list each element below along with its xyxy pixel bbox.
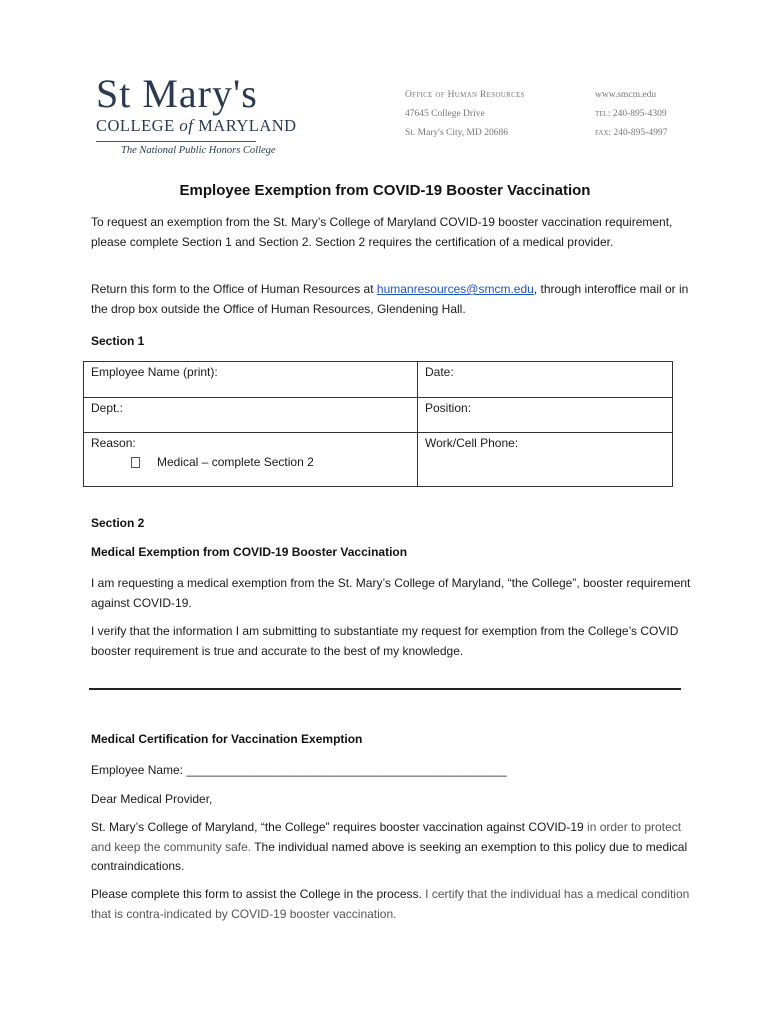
section2-subheading: Medical Exemption from COVID-19 Booster Vaccination bbox=[91, 545, 408, 559]
website: www.smcm.edu bbox=[595, 90, 657, 100]
section1-form-table bbox=[83, 361, 673, 487]
phone-field[interactable] bbox=[418, 433, 673, 487]
salutation: Dear Medical Provider, bbox=[91, 792, 213, 806]
fax: fax: 240-895-4997 bbox=[595, 128, 668, 138]
college-logo bbox=[96, 71, 297, 156]
reason-field bbox=[84, 433, 418, 487]
office-name: Office of Human Resources bbox=[405, 90, 525, 100]
office-street: 47645 College Drive bbox=[405, 109, 485, 119]
verify-paragraph: I verify that the information I am submitting to substantiate my request for exemption from the College’s COVID booster requirement is true and accurate to the best of my knowledge. bbox=[91, 624, 679, 658]
position-label: Position: bbox=[425, 401, 472, 415]
office-address bbox=[405, 86, 525, 143]
dept-label: Dept.: bbox=[91, 401, 124, 415]
intro-paragraph: To request an exemption from the St. Mary’s College of Maryland COVID-19 booster vaccination requirement, please complete Section 1 and Section 2. Section 2 requires the certification of a medical provider. bbox=[91, 215, 673, 249]
date-field[interactable] bbox=[418, 362, 673, 398]
telephone: tel: 240-895-4309 bbox=[595, 109, 667, 119]
certification-paragraph-1: St. Mary’s College of Maryland, “the College” requires booster vaccination against COVID-19 in order to protect and keep the community safe. The individual named above is seeking an exemption to this policy due to medical contraindications. bbox=[91, 820, 688, 873]
medical-checkbox[interactable] bbox=[131, 457, 140, 468]
logo-tagline: The National Public Honors College bbox=[121, 145, 276, 156]
employee-name-line[interactable]: Employee Name: ________________________________________________ bbox=[91, 763, 507, 777]
office-city: St. Mary's City, MD 20686 bbox=[405, 128, 508, 138]
certification-heading: Medical Certification for Vaccination Exemption bbox=[91, 732, 363, 746]
section2-heading: Section 2 bbox=[91, 516, 145, 530]
employee-name-label: Employee Name (print): bbox=[91, 365, 218, 379]
medical-reason-option[interactable] bbox=[131, 455, 410, 469]
request-paragraph: I am requesting a medical exemption from the St. Mary’s College of Maryland, “the College”, booster requirement against COVID-19. bbox=[91, 576, 691, 610]
signature-line[interactable] bbox=[89, 688, 681, 690]
section1-heading: Section 1 bbox=[91, 334, 145, 348]
reason-label: Reason: bbox=[91, 436, 136, 450]
logo-college-line: COLLEGE of MARYLAND bbox=[96, 116, 297, 135]
logo-wordmark: St Mary's bbox=[96, 71, 258, 116]
employee-name-field[interactable] bbox=[84, 362, 418, 398]
date-label: Date: bbox=[425, 365, 454, 379]
office-contact bbox=[595, 86, 667, 143]
hr-email-link[interactable]: humanresources@smcm.edu bbox=[376, 282, 534, 296]
logo-divider bbox=[96, 141, 256, 142]
certification-paragraph-2: Please complete this form to assist the College in the process. I certify that the individual has a medical condition that is contra-indicated by COVID-19 booster vaccination. bbox=[91, 887, 690, 921]
dept-field[interactable] bbox=[84, 398, 418, 433]
page-title: Employee Exemption from COVID-19 Booster Vaccination bbox=[179, 182, 591, 199]
return-instructions: Return this form to the Office of Human Resources at humanresources@smcm.edu, through interoffice mail or in the drop box outside the Office of Human Resources, Glendening Hall. bbox=[91, 282, 689, 316]
medical-option-label: Medical – complete Section 2 bbox=[157, 455, 314, 469]
position-field[interactable] bbox=[418, 398, 673, 433]
phone-label: Work/Cell Phone: bbox=[425, 436, 519, 450]
